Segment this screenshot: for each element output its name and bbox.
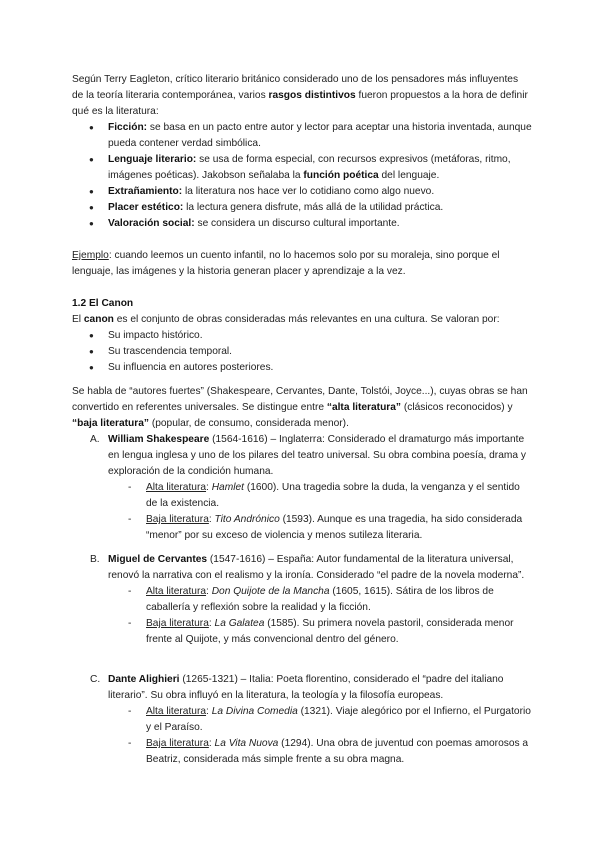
- list-item: ● Extrañamiento: la literatura nos hace ver lo cotidiano como algo nuevo.: [72, 184, 532, 200]
- list-marker: B.: [90, 554, 100, 565]
- author-item-dante: C. Dante Alighieri (1265-1321) – Italia: Poeta florentino, considerado el “padre del italiano literario”. Su obra influyó en la literatura, la teología y la filosofía europeas.: [90, 674, 504, 701]
- list-item: ● Placer estético: la lectura genera disfrute, más allá de la utilidad práctica.: [72, 200, 532, 216]
- list-item: ● Valoración social: se considera un discurso cultural importante.: [72, 216, 532, 232]
- example-paragraph: Ejemplo: cuando leemos un cuento infantil, no lo hacemos solo por su moraleja, sino porque el lenguaje, las imágenes y la historia generan placer y aprendizaje a la vez.: [72, 250, 500, 277]
- list-item: ● Su trascendencia temporal.: [72, 344, 532, 360]
- list-item: ● Ficción: se basa en un pacto entre autor y lector para aceptar una historia inventada, aunque pueda contener verdad simbólica.: [72, 120, 532, 152]
- author-item-cervantes: B. Miguel de Cervantes (1547-1616) – España: Autor fundamental de la literatura universal, renovó la narrativa con el realismo y la ironía. Considerado “el padre de la novela moderna”.: [90, 554, 525, 581]
- features-list: [72, 120, 532, 232]
- work-item-alta: - Alta literatura: La Divina Comedia (1321). Viaje alegórico por el Infierno, el Purgatorio y el Paraíso.: [128, 706, 531, 733]
- list-marker: C.: [90, 674, 101, 685]
- list-item: ● Su impacto histórico.: [72, 328, 532, 344]
- list-marker: A.: [90, 434, 100, 445]
- work-item-alta: - Alta literatura: Hamlet (1600). Una tragedia sobre la duda, la venganza y el sentido de la existencia.: [128, 482, 520, 509]
- criteria-list: [72, 328, 532, 376]
- work-item-baja: - Baja literatura: Tito Andrónico (1593). Aunque es una tragedia, ha sido considerada “menor” por su exceso de violencia y menos sutileza literaria.: [128, 514, 523, 541]
- author-item-shakespeare: A. William Shakespeare (1564-1616) – Inglaterra: Considerado el dramaturgo más importante en lengua inglesa y uno de los pilares del teatro universal. Su obra combina poesía, drama y exploración de la condición humana.: [90, 434, 526, 477]
- work-item-baja: - Baja literatura: La Vita Nuova (1294). Una obra de juventud con poemas amorosos a Beatriz, considerada más simple frente a su obra magna.: [128, 738, 529, 765]
- section-heading: 1.2 El Canon: [72, 298, 134, 309]
- list-item: ● Lenguaje literario: se usa de forma especial, con recursos expresivos (metáforas, ritmo, imágenes poéticas). Jakobson señalaba la función poética del lenguaje.: [72, 152, 532, 184]
- authors-paragraph: Se habla de “autores fuertes” (Shakespeare, Cervantes, Dante, Tolstói, Joyce...), cuyas obras se han convertido en referentes universales. Se distingue entre “alta literatura” (clásicos reconocidos) y “baja literatura” (popular, de consumo, considerada menor).: [72, 386, 528, 429]
- intro-paragraph: Según Terry Eagleton, crítico literario británico considerado uno de los pensadores más influyentes de la teoría literaria contemporánea, varios rasgos distintivos fueron propuestos a la hora de definir qué es la literatura:: [72, 74, 528, 117]
- list-item: ● Su influencia en autores posteriores.: [72, 360, 532, 376]
- work-item-baja: - Baja literatura: La Galatea (1585). Su primera novela pastoril, considerada menor frente al Quijote, y más convencional dentro del género.: [128, 618, 514, 645]
- work-item-alta: - Alta literatura: Don Quijote de la Mancha (1605, 1615). Sátira de los libros de caballería y reflexión sobre la realidad y la ficción.: [128, 586, 494, 613]
- canon-paragraph: El canon es el conjunto de obras consideradas más relevantes en una cultura. Se valoran por:: [72, 314, 500, 325]
